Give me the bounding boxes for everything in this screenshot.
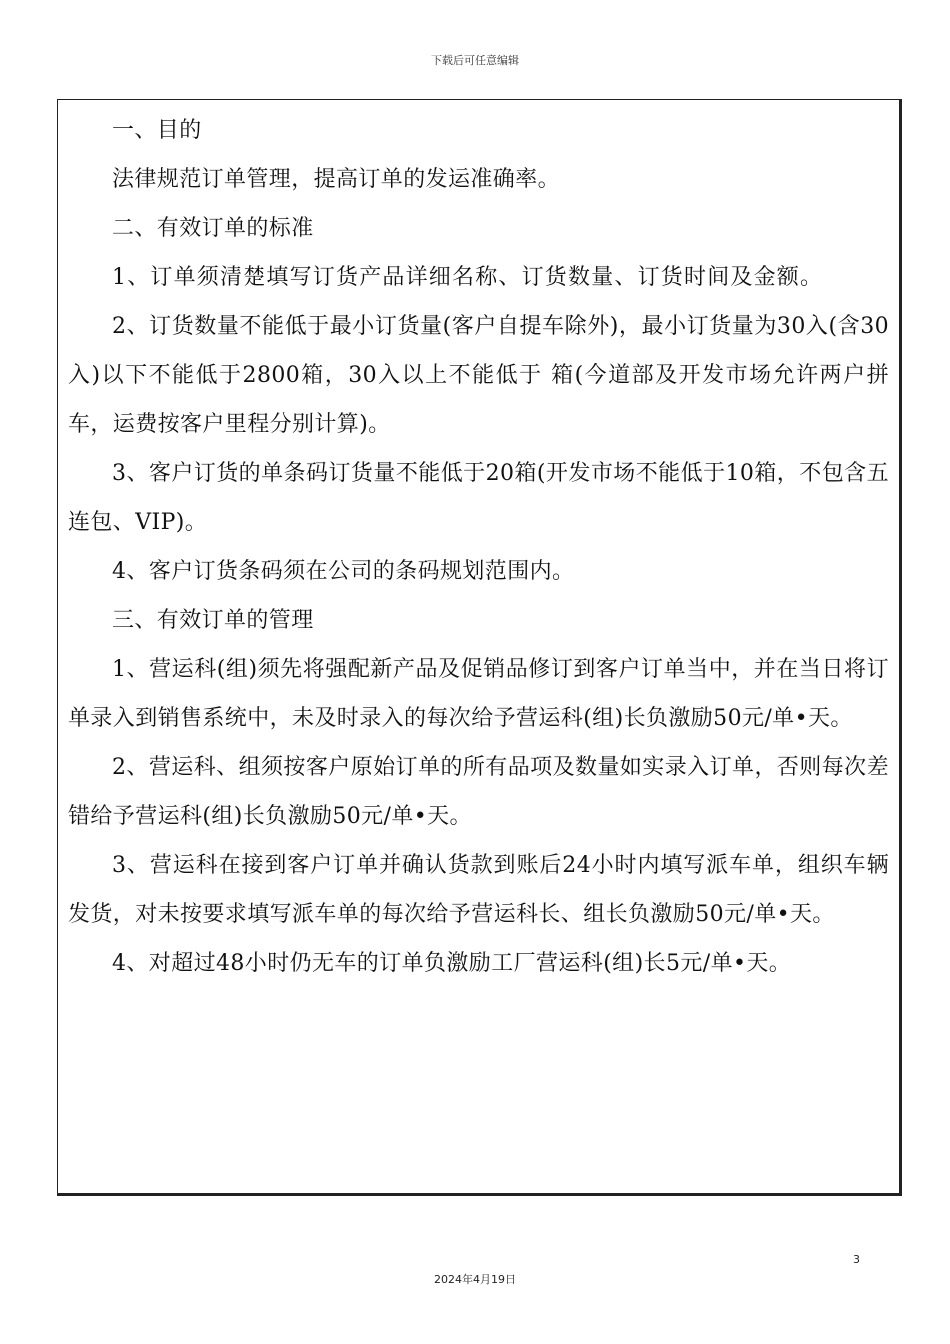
footer-date: 2024年4月19日: [434, 1273, 516, 1286]
section-heading-management: 三、有效订单的管理: [112, 608, 314, 633]
management-item-1: 1、营运科(组)须先将强配新产品及促销品修订到客户订单当中，并在当日将订单录入到销售系统中，未及时录入的每次给予营运科(组)长负激励50元/单•天。: [68, 657, 889, 731]
section-heading-standards: 二、有效订单的标准: [112, 216, 314, 241]
section-heading-purpose: 一、目的: [112, 118, 202, 143]
document-body: [57, 99, 902, 1196]
management-item-2: 2、营运科、组须按客户原始订单的所有品项及数量如实录入订单，否则每次差错给予营运科(组)长负激励50元/单•天。: [68, 755, 889, 829]
header-note: 下载后可任意编辑: [431, 54, 519, 67]
standard-item-3: 3、客户订货的单条码订货量不能低于20箱(开发市场不能低于10箱，不包含五连包、VIP)。: [68, 461, 889, 535]
standard-item-4: 4、客户订货条码须在公司的条码规划范围内。: [112, 559, 575, 584]
management-item-4: 4、对超过48小时仍无车的订单负激励工厂营运科(组)长5元/单•天。: [112, 951, 792, 976]
standard-item-1: 1、订单须清楚填写订货产品详细名称、订货数量、订货时间及金额。: [112, 265, 824, 290]
standard-item-2: 2、订货数量不能低于最小订货量(客户自提车除外)，最小订货量为30入(含30入)以下不能低于2800箱，30入以上不能低于 箱(今道部及开发市场允许两户拼车，运费按客户里程分别计算)。: [68, 314, 889, 437]
management-item-3: 3、营运科在接到客户订单并确认货款到账后24小时内填写派车单，组织车辆发货，对未按要求填写派车单的每次给予营运科长、组长负激励50元/单•天。: [68, 853, 889, 927]
page-number: 3: [853, 1253, 860, 1266]
purpose-text: 法律规范订单管理，提高订单的发运准确率。: [112, 167, 561, 192]
